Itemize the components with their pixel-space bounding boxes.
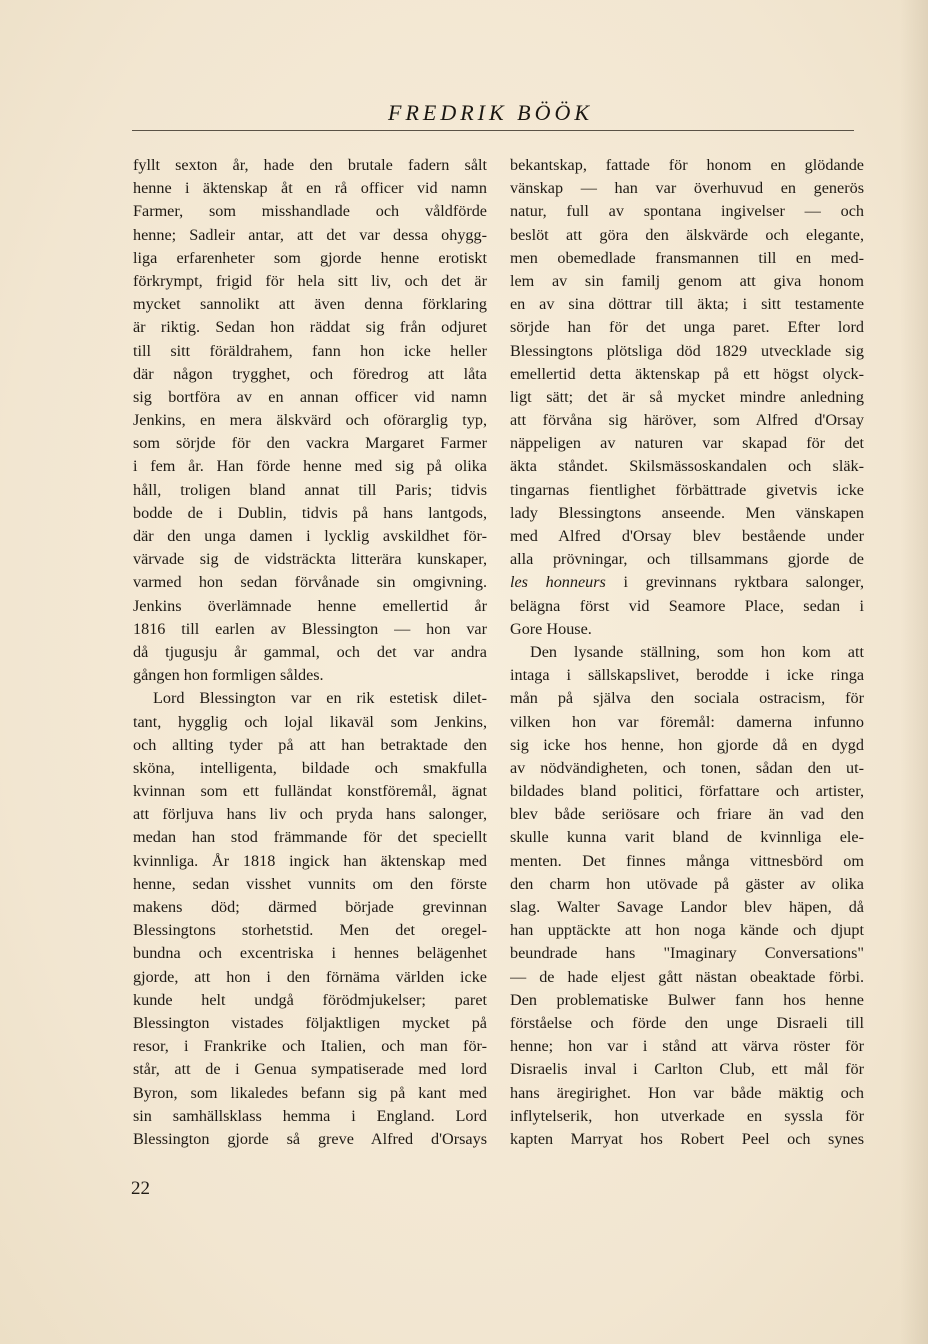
text-line: — de hade eljest gått nästan obeaktade förbi. — [510, 967, 864, 986]
text-line: håll, troligen bland annat till Paris; tidvis — [133, 480, 487, 499]
text-line: kapten Marryat hos Robert Peel och synes — [510, 1129, 864, 1148]
text-line: bekantskap, fattade för honom en glödande — [510, 156, 864, 174]
text-line: henne; Sadleir antar, att det var dessa ohygg- — [133, 225, 487, 244]
text-line: Farmer, som misshandlade och våldförde — [133, 202, 487, 221]
text-line: där någon trygghet, och föredrog att låta — [133, 364, 487, 383]
text-line: Blessingtons plötsliga död 1829 utvecklade sig — [510, 341, 864, 360]
text-line: varmed hon sedan förvånade sin omgivning. — [133, 573, 487, 592]
text-line: slag. Walter Savage Landor blev häpen, då — [510, 898, 864, 916]
text-line: Lord Blessington var en rik estetisk dilet- — [153, 689, 487, 708]
text-line: att förvåna sig häröver, som Alfred d'Orsay — [510, 411, 864, 430]
text-line: till sitt föräldrahem, fann hon icke heller — [133, 341, 487, 360]
text-line: näppeligen av naturen var skapad för det — [510, 434, 864, 453]
text-line: beslöt att göra den älskvärde och elegante, — [510, 225, 864, 244]
text-line: Blessingtons storhetstid. Men det oregel- — [133, 921, 487, 940]
text-line: menten. Det finnes många vittnesbörd om — [510, 851, 864, 870]
text-line: alla prövningar, och tillsammans gjorde de — [510, 550, 864, 569]
text-line: medan han stod främmande för det speciellt — [133, 828, 487, 847]
text-line: sin samhällsklass hemma i England. Lord — [133, 1106, 487, 1125]
text-line: mån på själva den sociala ostracism, för — [510, 689, 864, 708]
text-line: gången hon formligen såldes. — [133, 666, 324, 685]
text-line: Blessington gjorde så greve Alfred d'Orsays — [133, 1129, 487, 1148]
text-line: belägna först vid Seamore Place, sedan i — [510, 596, 864, 615]
text-line: en av sina döttrar till äkta; i sitt testamente — [510, 295, 864, 314]
text-line: ligt sätt; det är så mycket mindre anledning — [510, 387, 864, 406]
text-line: sig bortföra av en annan officer vid namn — [133, 387, 487, 406]
text-line: tant, hygglig och lojal likaväl som Jenkins, — [133, 712, 487, 731]
text-line: med Alfred d'Orsay blev bestående under — [510, 527, 864, 545]
text-line: vilken hon var föremål: damerna infunno — [510, 712, 864, 731]
left-text-column — [133, 154, 487, 1151]
text-line: Jenkins, en mera älskvärd och oförarglig typ, — [133, 411, 487, 430]
text-line: fyllt sexton år, hade den brutale fadern sålt — [133, 156, 487, 174]
text-line: mycket sannolikt att även denna förklaring — [133, 295, 487, 314]
text-line: sörjde han för det unga paret. Efter lord — [510, 318, 864, 337]
text-line: där den unga damen i lycklig avskildhet för- — [133, 527, 487, 545]
text-line: henne, sedan visshet vunnits om den förste — [133, 874, 487, 893]
text-line: makens död; därmed började grevinnan — [133, 898, 487, 916]
text-line: Gore House. — [510, 619, 592, 638]
text-line: lady Blessingtons anseende. Men vänskapen — [510, 503, 864, 522]
text-line: Den problematiske Bulwer fann hos henne — [510, 990, 864, 1009]
text-line: i fem år. Han förde henne med sig på olika — [133, 457, 487, 476]
running-head: FREDRIK BÖÖK — [388, 100, 594, 125]
text-line: som sörjde för den vackra Margaret Farmer — [133, 434, 487, 453]
text-line: kunde helt undgå förödmjukelser; paret — [133, 990, 487, 1009]
text-line: 1816 till earlen av Blessington — hon var — [133, 619, 487, 638]
text-line: emellertid detta äktenskap på ett högst olyck- — [510, 364, 864, 383]
text-line: vänskap — han var överhuvud en generös — [510, 179, 864, 198]
text-line: gjorde, att hon i den förnäma världen icke — [133, 967, 487, 986]
text-line: beundrade hans "Imaginary Conversations" — [510, 944, 864, 963]
text-line: han upptäckte att hon noga kände och djupt — [510, 921, 864, 940]
text-line: Byron, som likaledes befann sig på kant med — [133, 1083, 487, 1102]
text-line: står, att de i Genua sympatiserade med lord — [133, 1060, 487, 1079]
page-edge-shade — [900, 0, 928, 1344]
text-line: henne; hon var i stånd att värva röster för — [510, 1037, 864, 1056]
text-line: värvade sig de vidsträckta litterära kunskaper, — [133, 550, 487, 569]
text-line: resor, i Frankrike och Italien, och man för- — [133, 1037, 487, 1056]
text-line: av nödvändigheten, och tonen, sådan den ut- — [510, 758, 864, 777]
text-line: den charm hon utövade på gäster av olika — [510, 874, 864, 893]
text-line: är riktig. Sedan hon räddat sig från odjuret — [133, 318, 487, 337]
text-line: Den lysande ställning, som hon kom att — [530, 642, 864, 661]
right-text-column — [510, 154, 864, 1151]
text-line: tingarnas fientlighet förbättrade givetvis icke — [510, 480, 864, 499]
text-line: skulle kunna varit bland de kvinnliga ele- — [510, 828, 864, 847]
text-line: och allting tyder på att han betraktade den — [133, 735, 487, 754]
page-number: 22 — [131, 1178, 150, 1199]
text-line: kvinnliga. År 1818 ingick han äktenskap med — [133, 851, 487, 870]
text-line: intaga i sällskapslivet, berodde i icke ringa — [510, 666, 864, 685]
text-line: natur, full av spontana ingivelser — och — [510, 202, 864, 221]
text-line: bodde de i Dublin, tidvis på hans lantgods, — [133, 503, 487, 522]
text-line: då tjugusju år gammal, och det var andra — [133, 642, 487, 661]
text-line: hans äregirighet. Hon var både mäktig och — [510, 1083, 864, 1102]
text-line: kvinnan som ett fulländat konstföremål, ägnat — [133, 782, 487, 801]
text-line: blev både seriösare och friare än vad den — [510, 805, 864, 824]
text-line: bundna och excentriska i hennes belägenhet — [133, 944, 487, 963]
header-rule — [132, 130, 854, 131]
text-line: förkrympt, frigid för hela sitt liv, och det är — [133, 271, 487, 290]
text-line: äkta ståndet. Skilsmässoskandalen och släk- — [510, 457, 864, 476]
text-line: att förljuva hans liv och pryda hans salonger, — [133, 805, 487, 824]
text-line: bildades bland politici, författare och artister, — [510, 782, 864, 801]
text-line: lem av sin familj genom att giva honom — [510, 271, 864, 290]
text-line: sig icke hos henne, hon gjorde då en dygd — [510, 735, 864, 754]
text-line: Blessington vistades följaktligen mycket på — [133, 1013, 487, 1032]
text-line: förståelse och förde den unge Disraeli till — [510, 1013, 864, 1032]
text-line: Disraelis inval i Carlton Club, ett mål för — [510, 1060, 864, 1079]
text-line: men obemedlade fransmannen till en med- — [510, 248, 864, 267]
text-line: Jenkins överlämnade henne emellertid år — [133, 596, 487, 615]
text-line: inflytelserik, hon utverkade en syssla för — [510, 1106, 864, 1125]
text-line: sköna, intelligenta, bildade och smakfulla — [133, 758, 487, 777]
text-line: liga erfarenheter som gjorde henne erotiskt — [133, 248, 487, 267]
text-line: les honneurs i grevinnans ryktbara salonger, — [510, 573, 864, 592]
text-line: henne i äktenskap åt en rå officer vid namn — [133, 179, 487, 198]
